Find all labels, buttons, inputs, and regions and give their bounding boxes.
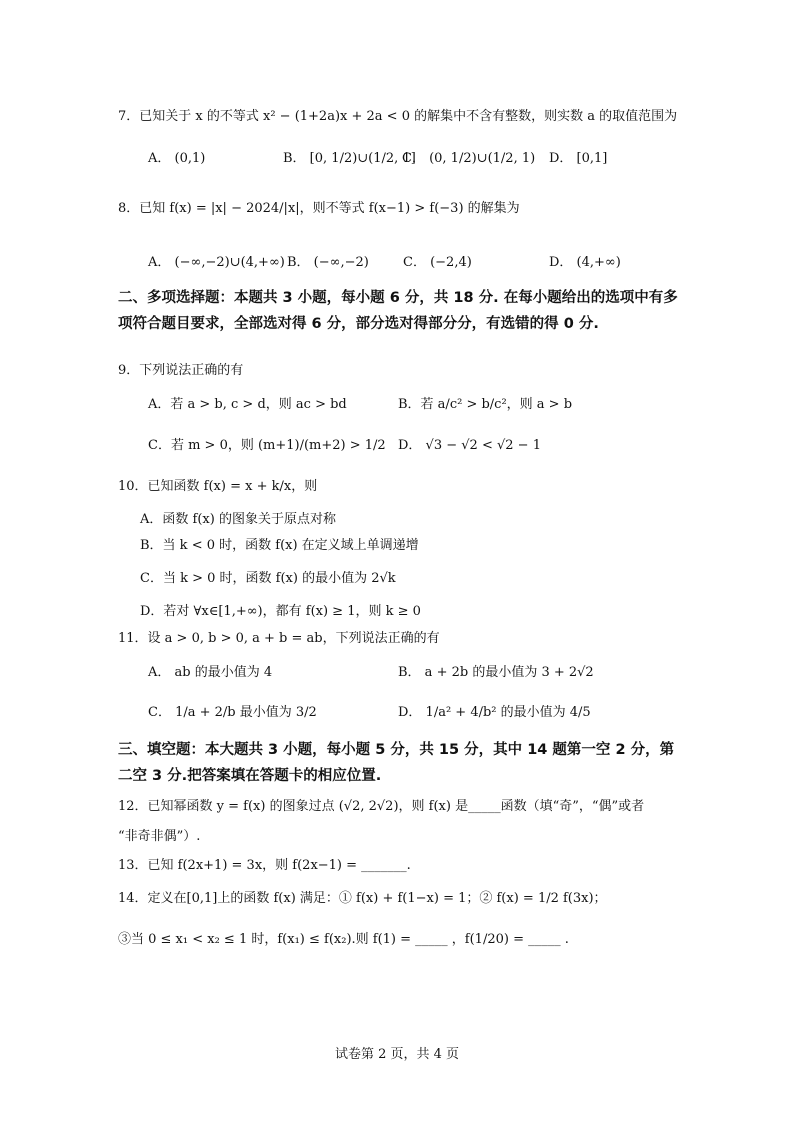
- q8-option-c: C． (−2,4): [403, 255, 472, 270]
- q10-option-a: A．函数 f(x) 的图象关于原点对称: [140, 512, 336, 527]
- q11-option-b: B． a + 2b 的最小值为 3 + 2√2: [398, 665, 594, 680]
- q11-option-c: C． 1/a + 2/b 最小值为 3/2: [148, 705, 317, 720]
- q7-option-c: C． (0, 1/2)∪(1/2, 1): [402, 151, 536, 166]
- q10-stem: 10．已知函数 f(x) = x + k/x，则: [118, 479, 318, 494]
- q10-option-c: C．当 k > 0 时，函数 f(x) 的最小值为 2√k: [140, 571, 396, 586]
- q11-stem: 11．设 a > 0, b > 0, a + b = ab，下列说法正确的有: [118, 631, 440, 646]
- q11-option-d: D． 1/a² + 4/b² 的最小值为 4/5: [398, 705, 591, 720]
- q12-line-2: “非奇非偶”）.: [118, 829, 201, 844]
- q7-stem: 7．已知关于 x 的不等式 x² − (1+2a)x + 2a < 0 的解集中不含有整数，则实数 a 的取值范围为: [118, 109, 678, 124]
- q8-option-d: D． (4,+∞): [549, 255, 621, 270]
- q9-stem: 9．下列说法正确的有: [118, 363, 244, 378]
- section-2-heading: 二、多项选择题：本题共 3 小题，每小题 6 分，共 18 分. 在每小题给出的选项中有多项符合题目要求，全部选对得 6 分，部分选对得部分分，有选错的得 0 分.: [118, 290, 678, 332]
- q8-option-b: B． (−∞,−2): [287, 255, 369, 270]
- q7-option-b: B． [0, 1/2)∪(1/2, 1]: [283, 151, 416, 166]
- q11-option-a: A． ab 的最小值为 4: [148, 665, 273, 680]
- q9-option-b: B．若 a/c² > b/c²，则 a > b: [398, 397, 573, 412]
- q8-option-a: A． (−∞,−2)∪(4,+∞): [148, 255, 285, 270]
- q10-option-d: D．若对 ∀x∈[1,+∞)，都有 f(x) ≥ 1，则 k ≥ 0: [140, 604, 421, 619]
- q14-line-2: ③当 0 ≤ x₁ < x₂ ≤ 1 时，f(x₁) ≤ f(x₂).则 f(1) = _____ ，f(1/20) = _____ .: [118, 932, 569, 947]
- q12-line-1: 12．已知幂函数 y = f(x) 的图象过点 (√2, 2√2)，则 f(x) 是_____函数（填“奇”，“偶”或者: [118, 799, 645, 814]
- q13-stem: 13．已知 f(2x+1) = 3x，则 f(2x−1) = _______.: [118, 858, 411, 873]
- q14-line-1: 14．定义在[0,1]上的函数 f(x) 满足：① f(x) + f(1−x) = 1；② f(x) = 1/2 f(3x)；: [118, 891, 607, 906]
- q9-option-a: A．若 a > b, c > d，则 ac > bd: [148, 397, 347, 412]
- section-3-heading: 三、填空题：本大题共 3 小题，每小题 5 分，共 15 分，其中 14 题第一空 2 分，第二空 3 分.把答案填在答题卡的相应位置.: [118, 742, 675, 784]
- q7-option-a: A． (0,1): [148, 151, 206, 166]
- q8-stem: 8．已知 f(x) = |x| − 2024/|x|，则不等式 f(x−1) > f(−3) 的解集为: [118, 201, 520, 216]
- q7-option-d: D． [0,1]: [549, 151, 608, 166]
- q9-option-c: C．若 m > 0，则 (m+1)/(m+2) > 1/2: [148, 438, 386, 453]
- q10-option-b: B．当 k < 0 时，函数 f(x) 在定义域上单调递增: [140, 538, 419, 553]
- page-footer: 试卷第 2 页，共 4 页: [334, 1047, 460, 1062]
- q9-option-d: D． √3 − √2 < √2 − 1: [398, 438, 541, 453]
